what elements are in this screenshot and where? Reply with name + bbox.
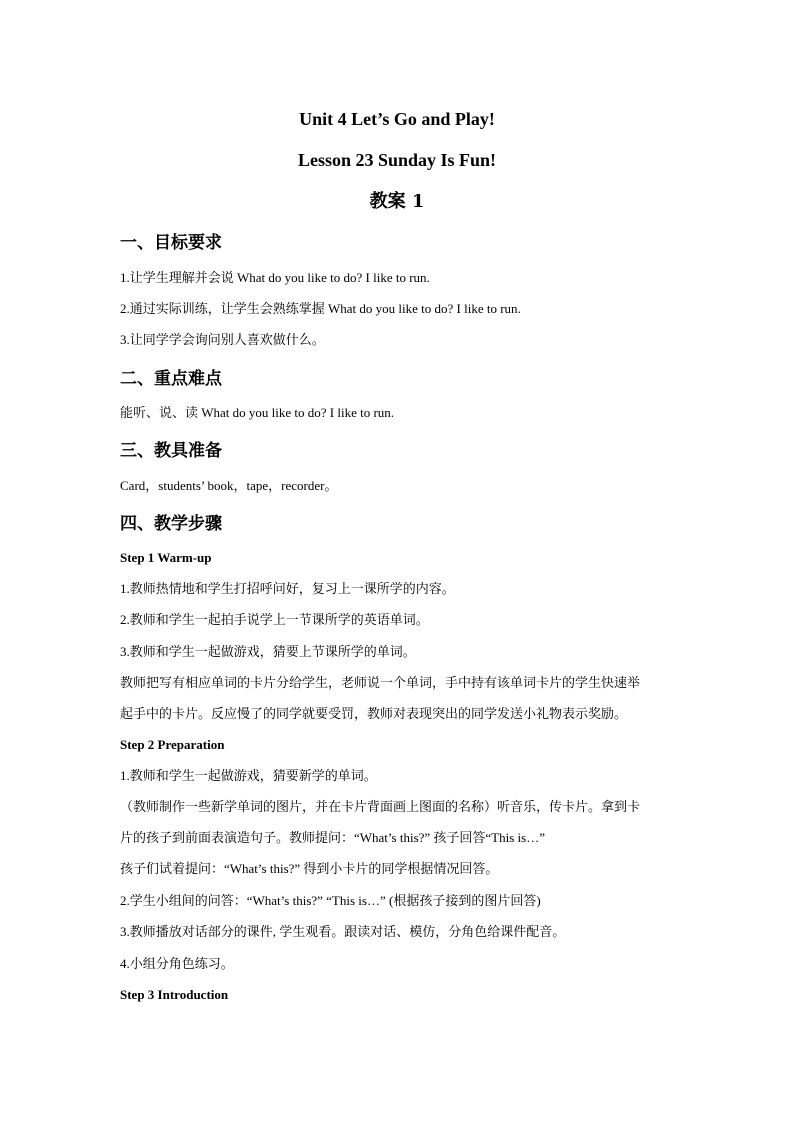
step-2-item-4: 孩子们试着提问：“What’s this?” 得到小卡片的同学根据情况回答。 <box>120 861 499 876</box>
plan-title: 教案 1 <box>369 191 425 212</box>
unit-title: Unit 4 Let’s Go and Play! <box>299 109 495 129</box>
goal-item-3: 3.让同学学会询问别人喜欢做什么。 <box>120 332 325 347</box>
section-heading-steps: 四、教学步骤 <box>120 514 222 534</box>
step-2-item-1: 1.教师和学生一起做游戏，猜要新学的单词。 <box>120 768 377 783</box>
step-2-item-6: 3.教师播放对话部分的课件, 学生观看。跟读对话、模仿，分角色给课件配音。 <box>120 924 566 939</box>
step-1-item-4: 教师把写有相应单词的卡片分给学生，老师说一个单词，手中持有该单词卡片的学生快速举 <box>120 675 641 690</box>
goal-item-2: 2.通过实际训练，让学生会熟练掌握 What do you like to do? I like to run. <box>120 301 521 316</box>
step-2-item-7: 4.小组分角色练习。 <box>120 956 234 971</box>
step-1-item-5: 起手中的卡片。反应慢了的同学就要受罚，教师对表现突出的同学发送小礼物表示奖励。 <box>120 706 628 721</box>
step-2-item-2: （教师制作一些新学单词的图片，并在卡片背面画上图面的名称）听音乐，传卡片。拿到卡 <box>120 799 641 814</box>
step-3-title: Step 3 Introduction <box>120 987 229 1002</box>
key-point-item-1: 能听、说、读 What do you like to do? I like to run. <box>120 405 395 420</box>
section-heading-materials: 三、教具准备 <box>120 441 222 461</box>
step-1-item-2: 2.教师和学生一起拍手说学上一节课所学的英语单词。 <box>120 612 429 627</box>
section-heading-key-points: 二、重点难点 <box>120 369 222 389</box>
step-1-item-1: 1.教师热情地和学生打招呼问好，复习上一课所学的内容。 <box>120 581 455 596</box>
step-2-item-5: 2.学生小组间的问答：“What’s this?” “This is…” (根据孩子接到的图片回答) <box>120 893 541 908</box>
step-1-item-3: 3.教师和学生一起做游戏，猜要上节课所学的单词。 <box>120 644 416 659</box>
section-heading-goals: 一、目标要求 <box>120 233 222 253</box>
step-2-item-3: 片的孩子到前面表演造句子。教师提问：“What’s this?” 孩子回答“This is…” <box>120 830 545 845</box>
materials-item-1: Card，students’ book，tape，recorder。 <box>120 478 338 493</box>
lesson-title: Lesson 23 Sunday Is Fun! <box>297 150 497 170</box>
step-1-title: Step 1 Warm-up <box>120 550 212 565</box>
goal-item-1: 1.让学生理解并会说 What do you like to do? I like to run. <box>120 270 430 285</box>
step-2-title: Step 2 Preparation <box>120 737 225 752</box>
